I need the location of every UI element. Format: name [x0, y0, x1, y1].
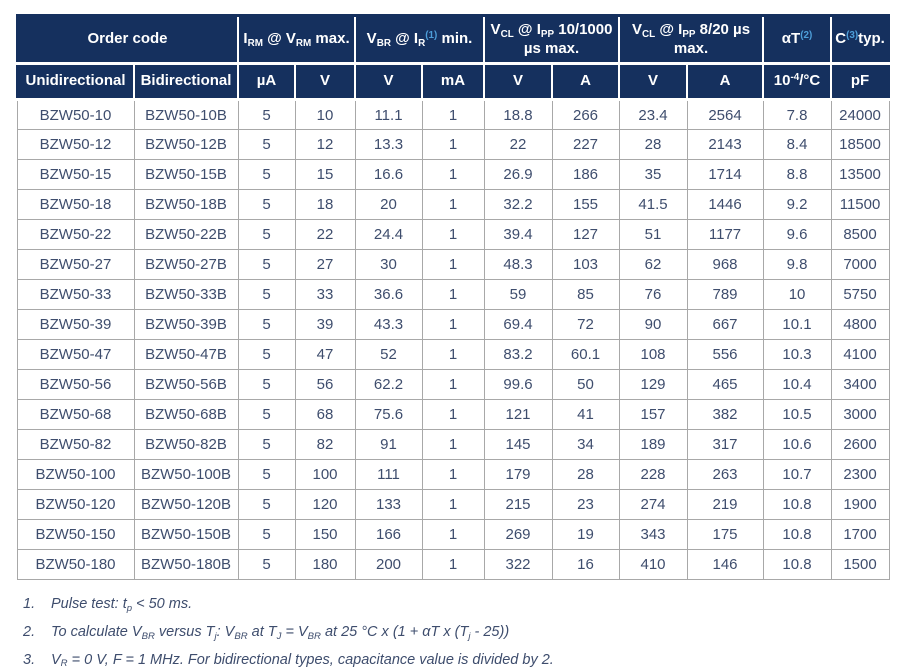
cell-ir: 1 [422, 430, 484, 460]
cell-bidirectional-code: BZW50-180B [134, 550, 238, 580]
cell-irm: 5 [238, 400, 295, 430]
cell-vbr: 62.2 [355, 370, 422, 400]
cell-ipp-8-20: 382 [687, 400, 763, 430]
cell-vcl-8-20: 343 [619, 520, 687, 550]
cell-bidirectional-code: BZW50-15B [134, 160, 238, 190]
cell-unidirectional-code: BZW50-150 [17, 520, 134, 550]
cell-ipp-10-1000: 127 [552, 220, 619, 250]
footnote-number: 1. [23, 596, 36, 612]
cell-vcl-8-20: 108 [619, 340, 687, 370]
cell-irm: 5 [238, 490, 295, 520]
cell-bidirectional-code: BZW50-10B [134, 100, 238, 130]
cell-vbr: 24.4 [355, 220, 422, 250]
cell-vcl-8-20: 62 [619, 250, 687, 280]
cell-vcl-10-1000: 32.2 [484, 190, 552, 220]
table-row [17, 310, 889, 340]
unit-amp-ipp1: A [552, 64, 619, 100]
table-row [17, 280, 889, 310]
cell-ipp-10-1000: 28 [552, 460, 619, 490]
cell-ipp-10-1000: 34 [552, 430, 619, 460]
cell-ipp-8-20: 1177 [687, 220, 763, 250]
cell-vbr: 11.1 [355, 100, 422, 130]
subheader-bidirectional: Bidirectional [134, 64, 238, 100]
cell-ir: 1 [422, 460, 484, 490]
cell-unidirectional-code: BZW50-47 [17, 340, 134, 370]
cell-vcl-10-1000: 121 [484, 400, 552, 430]
cell-vcl-8-20: 274 [619, 490, 687, 520]
cell-vrm: 68 [295, 400, 355, 430]
footnote-text: Pulse test: $t_p < 50$ ms. [51, 596, 193, 614]
cell-c-typ: 3400 [831, 370, 889, 400]
cell-c-typ: 1500 [831, 550, 889, 580]
cell-vrm: 22 [295, 220, 355, 250]
cell-irm: 5 [238, 520, 295, 550]
unit-microamp: µA [238, 64, 295, 100]
cell-bidirectional-code: BZW50-150B [134, 520, 238, 550]
cell-ipp-10-1000: 41 [552, 400, 619, 430]
cell-vbr: 13.3 [355, 130, 422, 160]
cell-vrm: 27 [295, 250, 355, 280]
cell-ir: 1 [422, 250, 484, 280]
cell-ipp-8-20: 263 [687, 460, 763, 490]
unit-per-degc: $10^{-4}/^\circ C$ [763, 64, 831, 100]
cell-alpha-t: 10.7 [763, 460, 831, 490]
cell-c-typ: 1700 [831, 520, 889, 550]
cell-ipp-10-1000: 50 [552, 370, 619, 400]
cell-vbr: 20 [355, 190, 422, 220]
cell-ir: 1 [422, 490, 484, 520]
cell-vbr: 36.6 [355, 280, 422, 310]
cell-unidirectional-code: BZW50-22 [17, 220, 134, 250]
cell-alpha-t: 10.4 [763, 370, 831, 400]
cell-alpha-t: 10.8 [763, 550, 831, 580]
cell-ir: 1 [422, 220, 484, 250]
table-row [17, 130, 889, 160]
cell-unidirectional-code: BZW50-12 [17, 130, 134, 160]
cell-alpha-t: 7.8 [763, 100, 831, 130]
cell-ir: 1 [422, 100, 484, 130]
cell-ipp-8-20: 1446 [687, 190, 763, 220]
cell-bidirectional-code: BZW50-18B [134, 190, 238, 220]
cell-vrm: 120 [295, 490, 355, 520]
cell-vcl-8-20: 35 [619, 160, 687, 190]
cell-alpha-t: 10.6 [763, 430, 831, 460]
unit-milliamp: mA [422, 64, 484, 100]
cell-c-typ: 7000 [831, 250, 889, 280]
cell-bidirectional-code: BZW50-56B [134, 370, 238, 400]
cell-unidirectional-code: BZW50-82 [17, 430, 134, 460]
cell-vcl-10-1000: 322 [484, 550, 552, 580]
cell-alpha-t: 10.5 [763, 400, 831, 430]
cell-irm: 5 [238, 280, 295, 310]
cell-ipp-10-1000: 186 [552, 160, 619, 190]
cell-c-typ: 2300 [831, 460, 889, 490]
cell-vcl-10-1000: 69.4 [484, 310, 552, 340]
cell-ir: 1 [422, 370, 484, 400]
cell-vcl-10-1000: 39.4 [484, 220, 552, 250]
header-units-row [17, 64, 889, 100]
cell-ipp-8-20: 465 [687, 370, 763, 400]
unit-volt-vcl1: V [484, 64, 552, 100]
cell-vbr: 133 [355, 490, 422, 520]
cell-ipp-10-1000: 16 [552, 550, 619, 580]
footnote [23, 595, 888, 614]
header-vbr-at-ir-min: $V_{BR}$ @ $I_R^{(1)}$ min. [355, 16, 484, 64]
cell-irm: 5 [238, 430, 295, 460]
header-c-typ: C$^{(3)}$typ. [831, 16, 889, 64]
cell-bidirectional-code: BZW50-12B [134, 130, 238, 160]
cell-c-typ: 3000 [831, 400, 889, 430]
cell-vrm: 10 [295, 100, 355, 130]
cell-irm: 5 [238, 160, 295, 190]
cell-unidirectional-code: BZW50-180 [17, 550, 134, 580]
cell-irm: 5 [238, 460, 295, 490]
footnote-text: To calculate $V_{BR}$ versus $T_j$: $V_{BR}$ at $T_J = V_{BR}$ at 25 °C x (1 + αT x $(T_j - 25)$) [51, 623, 510, 642]
cell-irm: 5 [238, 310, 295, 340]
cell-vrm: 150 [295, 520, 355, 550]
cell-irm: 5 [238, 550, 295, 580]
cell-vrm: 180 [295, 550, 355, 580]
table-row [17, 250, 889, 280]
cell-ir: 1 [422, 400, 484, 430]
cell-unidirectional-code: BZW50-56 [17, 370, 134, 400]
cell-vcl-8-20: 28 [619, 130, 687, 160]
table-header [17, 16, 889, 100]
cell-vcl-10-1000: 18.8 [484, 100, 552, 130]
cell-ir: 1 [422, 550, 484, 580]
cell-bidirectional-code: BZW50-27B [134, 250, 238, 280]
unit-volt-vbr: V [355, 64, 422, 100]
cell-vcl-10-1000: 179 [484, 460, 552, 490]
header-vcl-at-ipp-8-20us-max: $V_{CL}$ @ $I_{PP}$ 8/20 µs max. [619, 16, 763, 64]
cell-vrm: 18 [295, 190, 355, 220]
cell-vcl-8-20: 51 [619, 220, 687, 250]
cell-unidirectional-code: BZW50-68 [17, 400, 134, 430]
cell-irm: 5 [238, 370, 295, 400]
cell-ir: 1 [422, 280, 484, 310]
cell-vbr: 43.3 [355, 310, 422, 340]
cell-vrm: 33 [295, 280, 355, 310]
cell-vbr: 30 [355, 250, 422, 280]
cell-c-typ: 24000 [831, 100, 889, 130]
table-row [17, 370, 889, 400]
footnotes-list [16, 595, 888, 670]
cell-vcl-8-20: 76 [619, 280, 687, 310]
subheader-unidirectional: Unidirectional [17, 64, 134, 100]
cell-bidirectional-code: BZW50-82B [134, 430, 238, 460]
cell-vrm: 12 [295, 130, 355, 160]
cell-c-typ: 4100 [831, 340, 889, 370]
cell-ir: 1 [422, 130, 484, 160]
cell-ipp-8-20: 789 [687, 280, 763, 310]
cell-c-typ: 2600 [831, 430, 889, 460]
cell-ipp-8-20: 2143 [687, 130, 763, 160]
cell-vbr: 75.6 [355, 400, 422, 430]
header-irm-at-vrm-max: $I_{RM}$ @ $V_{RM}$ max. [238, 16, 355, 64]
cell-vrm: 39 [295, 310, 355, 340]
cell-unidirectional-code: BZW50-18 [17, 190, 134, 220]
cell-vbr: 200 [355, 550, 422, 580]
cell-vcl-8-20: 189 [619, 430, 687, 460]
table-row [17, 220, 889, 250]
cell-unidirectional-code: BZW50-15 [17, 160, 134, 190]
cell-irm: 5 [238, 250, 295, 280]
cell-bidirectional-code: BZW50-39B [134, 310, 238, 340]
cell-bidirectional-code: BZW50-68B [134, 400, 238, 430]
table-row [17, 100, 889, 130]
cell-vbr: 52 [355, 340, 422, 370]
header-group-row [17, 16, 889, 64]
cell-ipp-10-1000: 103 [552, 250, 619, 280]
table-body [17, 100, 889, 580]
cell-vcl-10-1000: 59 [484, 280, 552, 310]
cell-vbr: 16.6 [355, 160, 422, 190]
cell-alpha-t: 9.8 [763, 250, 831, 280]
cell-vcl-8-20: 228 [619, 460, 687, 490]
cell-ipp-10-1000: 266 [552, 100, 619, 130]
header-alpha-t: αT$^{(2)}$ [763, 16, 831, 64]
cell-bidirectional-code: BZW50-33B [134, 280, 238, 310]
cell-unidirectional-code: BZW50-33 [17, 280, 134, 310]
cell-unidirectional-code: BZW50-100 [17, 460, 134, 490]
cell-irm: 5 [238, 190, 295, 220]
cell-c-typ: 8500 [831, 220, 889, 250]
table-row [17, 490, 889, 520]
cell-ipp-8-20: 968 [687, 250, 763, 280]
cell-vcl-10-1000: 215 [484, 490, 552, 520]
cell-alpha-t: 10 [763, 280, 831, 310]
cell-ipp-8-20: 219 [687, 490, 763, 520]
cell-vcl-8-20: 157 [619, 400, 687, 430]
cell-ir: 1 [422, 520, 484, 550]
cell-vcl-10-1000: 83.2 [484, 340, 552, 370]
cell-vbr: 166 [355, 520, 422, 550]
cell-alpha-t: 8.8 [763, 160, 831, 190]
cell-ir: 1 [422, 340, 484, 370]
cell-c-typ: 18500 [831, 130, 889, 160]
table-row [17, 400, 889, 430]
table-row [17, 550, 889, 580]
cell-c-typ: 5750 [831, 280, 889, 310]
cell-ipp-10-1000: 85 [552, 280, 619, 310]
cell-unidirectional-code: BZW50-10 [17, 100, 134, 130]
header-order-code: Order code [17, 16, 238, 64]
cell-unidirectional-code: BZW50-39 [17, 310, 134, 340]
electrical-characteristics-table [16, 14, 890, 580]
cell-vrm: 47 [295, 340, 355, 370]
cell-vrm: 56 [295, 370, 355, 400]
cell-vcl-8-20: 23.4 [619, 100, 687, 130]
cell-ipp-8-20: 667 [687, 310, 763, 340]
cell-c-typ: 4800 [831, 310, 889, 340]
unit-volt-vcl2: V [619, 64, 687, 100]
cell-ipp-8-20: 175 [687, 520, 763, 550]
cell-vcl-8-20: 90 [619, 310, 687, 340]
cell-unidirectional-code: BZW50-120 [17, 490, 134, 520]
unit-amp-ipp2: A [687, 64, 763, 100]
cell-vcl-10-1000: 99.6 [484, 370, 552, 400]
cell-irm: 5 [238, 100, 295, 130]
cell-vcl-8-20: 41.5 [619, 190, 687, 220]
cell-vcl-10-1000: 48.3 [484, 250, 552, 280]
cell-vcl-10-1000: 22 [484, 130, 552, 160]
cell-ipp-8-20: 146 [687, 550, 763, 580]
cell-bidirectional-code: BZW50-22B [134, 220, 238, 250]
cell-ipp-8-20: 556 [687, 340, 763, 370]
cell-ipp-10-1000: 23 [552, 490, 619, 520]
table-row [17, 190, 889, 220]
cell-alpha-t: 10.1 [763, 310, 831, 340]
footnote-number: 3. [23, 651, 36, 668]
cell-alpha-t: 8.4 [763, 130, 831, 160]
cell-vcl-10-1000: 145 [484, 430, 552, 460]
cell-alpha-t: 9.6 [763, 220, 831, 250]
cell-bidirectional-code: BZW50-47B [134, 340, 238, 370]
cell-ipp-10-1000: 19 [552, 520, 619, 550]
unit-picofarad: pF [831, 64, 889, 100]
footnote-number: 2. [23, 623, 36, 640]
cell-vcl-10-1000: 26.9 [484, 160, 552, 190]
header-vcl-at-ipp-10-1000us-max: $V_{CL}$ @ $I_{PP}$ 10/1000 µs max. [484, 16, 619, 64]
cell-ipp-8-20: 2564 [687, 100, 763, 130]
cell-vbr: 91 [355, 430, 422, 460]
cell-bidirectional-code: BZW50-120B [134, 490, 238, 520]
cell-c-typ: 11500 [831, 190, 889, 220]
cell-alpha-t: 10.8 [763, 490, 831, 520]
unit-volt-vrm: V [295, 64, 355, 100]
cell-ir: 1 [422, 310, 484, 340]
cell-irm: 5 [238, 130, 295, 160]
cell-vrm: 82 [295, 430, 355, 460]
cell-alpha-t: 10.3 [763, 340, 831, 370]
cell-ipp-10-1000: 227 [552, 130, 619, 160]
cell-ir: 1 [422, 160, 484, 190]
table-row [17, 520, 889, 550]
cell-vrm: 15 [295, 160, 355, 190]
cell-bidirectional-code: BZW50-100B [134, 460, 238, 490]
cell-ipp-10-1000: 60.1 [552, 340, 619, 370]
footnote-text: $V_R = 0$ V, F = 1 MHz. For bidirectional types, capacitance value is divided by 2. [51, 651, 554, 670]
cell-vbr: 111 [355, 460, 422, 490]
cell-ipp-8-20: 1714 [687, 160, 763, 190]
table-row [17, 160, 889, 190]
cell-ipp-10-1000: 155 [552, 190, 619, 220]
cell-vrm: 100 [295, 460, 355, 490]
cell-alpha-t: 10.8 [763, 520, 831, 550]
cell-c-typ: 1900 [831, 490, 889, 520]
cell-vcl-8-20: 129 [619, 370, 687, 400]
cell-vcl-8-20: 410 [619, 550, 687, 580]
cell-ipp-8-20: 317 [687, 430, 763, 460]
cell-c-typ: 13500 [831, 160, 889, 190]
table-row [17, 430, 889, 460]
cell-ir: 1 [422, 190, 484, 220]
cell-unidirectional-code: BZW50-27 [17, 250, 134, 280]
cell-alpha-t: 9.2 [763, 190, 831, 220]
cell-irm: 5 [238, 220, 295, 250]
table-row [17, 460, 889, 490]
cell-irm: 5 [238, 340, 295, 370]
cell-ipp-10-1000: 72 [552, 310, 619, 340]
table-row [17, 340, 889, 370]
footnote [23, 623, 888, 642]
cell-vcl-10-1000: 269 [484, 520, 552, 550]
